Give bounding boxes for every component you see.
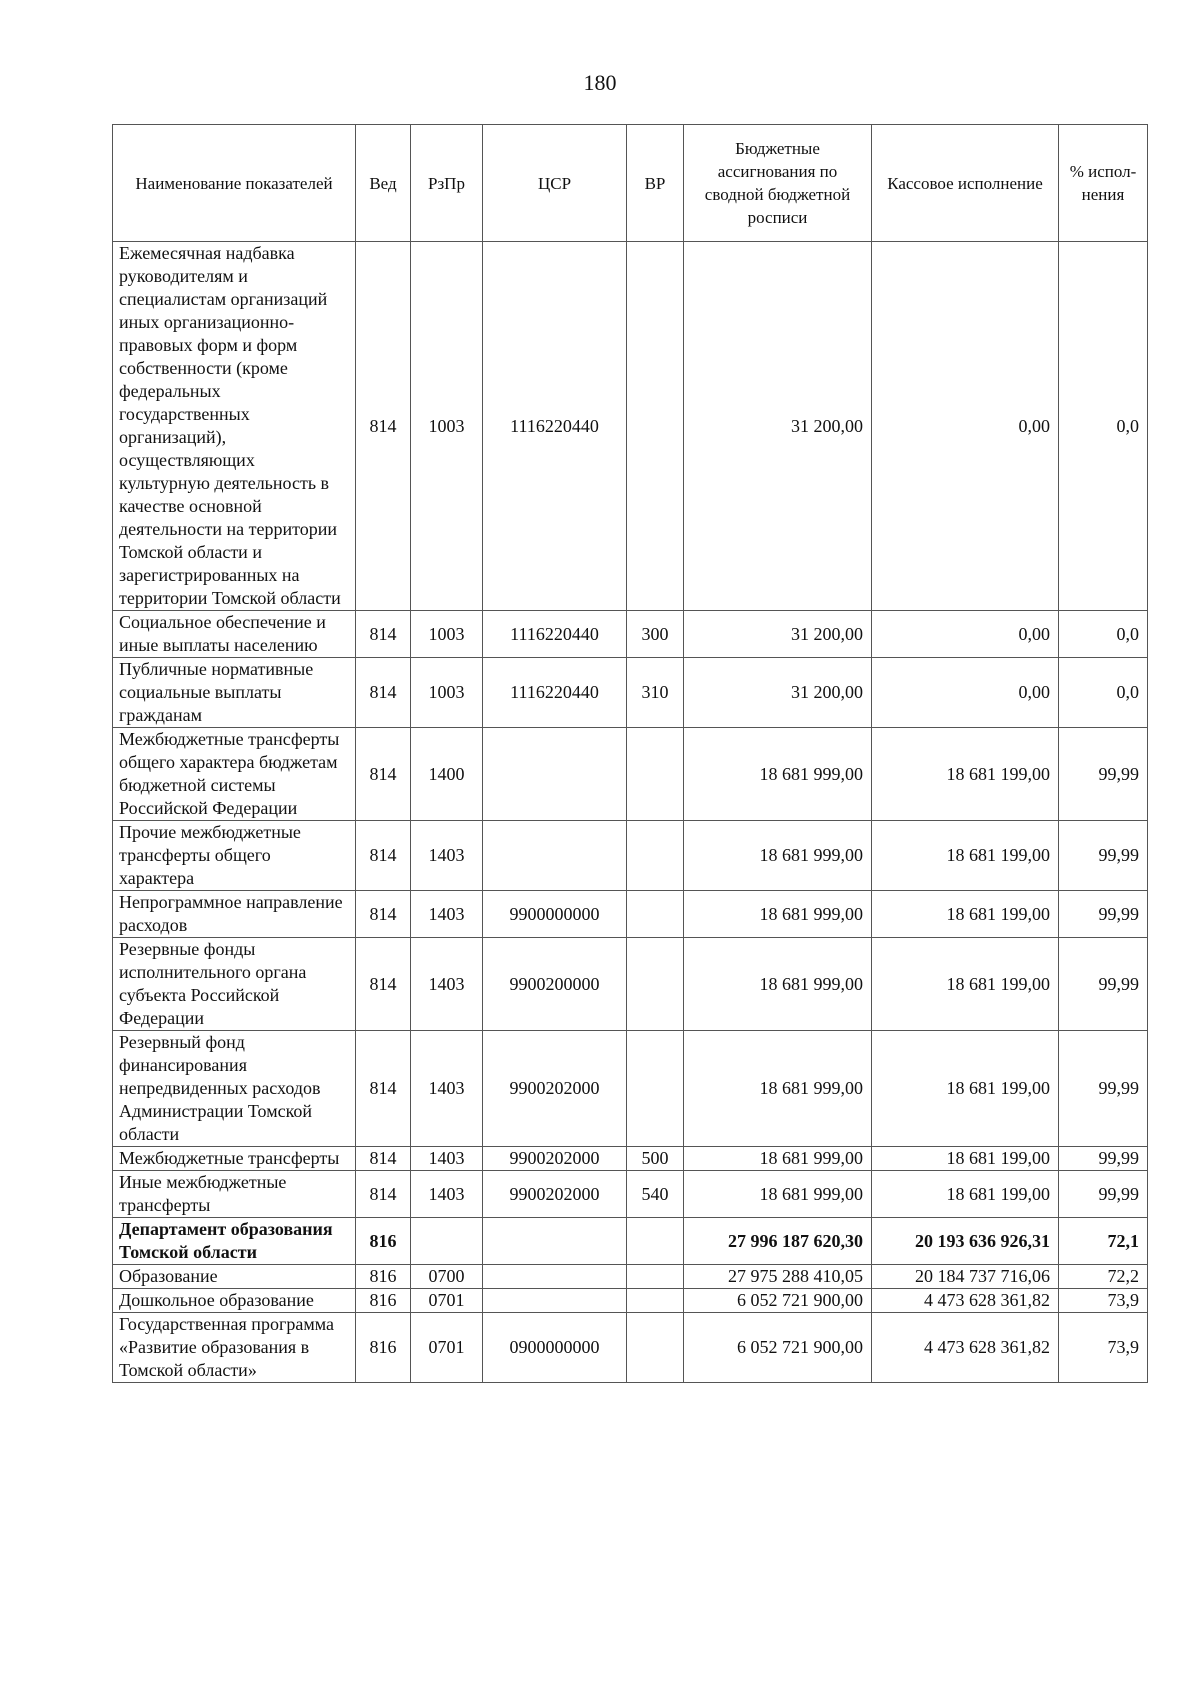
table-row — [113, 611, 1148, 658]
row-pct: 73,9 — [1059, 1313, 1148, 1383]
row-ved: 816 — [356, 1265, 411, 1289]
row-rzpr: 1403 — [411, 891, 483, 938]
row-ved: 814 — [356, 611, 411, 658]
table-row — [113, 1171, 1148, 1218]
row-pct: 72,1 — [1059, 1218, 1148, 1265]
header-cash: Кассовое исполнение — [872, 125, 1059, 242]
row-assign: 31 200,00 — [684, 242, 872, 611]
row-cash: 18 681 199,00 — [872, 1147, 1059, 1171]
row-cash: 18 681 199,00 — [872, 1171, 1059, 1218]
row-pct: 0,0 — [1059, 611, 1148, 658]
row-assign: 18 681 999,00 — [684, 1147, 872, 1171]
header-csr: ЦСР — [483, 125, 627, 242]
row-ved: 814 — [356, 242, 411, 611]
row-name: Образование — [113, 1265, 356, 1289]
row-csr — [483, 1289, 627, 1313]
row-assign: 18 681 999,00 — [684, 1171, 872, 1218]
header-pct: % испол-нения — [1059, 125, 1148, 242]
row-cash: 0,00 — [872, 658, 1059, 728]
row-csr: 1116220440 — [483, 658, 627, 728]
row-cash: 0,00 — [872, 611, 1059, 658]
table-row — [113, 1031, 1148, 1147]
row-vr: 300 — [627, 611, 684, 658]
row-assign: 18 681 999,00 — [684, 1031, 872, 1147]
row-ved: 814 — [356, 658, 411, 728]
row-rzpr — [411, 1218, 483, 1265]
row-rzpr: 1400 — [411, 728, 483, 821]
row-vr — [627, 938, 684, 1031]
row-name: Дошкольное образование — [113, 1289, 356, 1313]
row-vr: 310 — [627, 658, 684, 728]
row-ved: 816 — [356, 1218, 411, 1265]
row-name: Резервный фонд финансирования непредвиденных расходов Администрации Томской области — [113, 1031, 356, 1147]
page-number: 180 — [583, 70, 617, 95]
row-cash: 18 681 199,00 — [872, 1031, 1059, 1147]
row-ved: 814 — [356, 938, 411, 1031]
row-csr: 1116220440 — [483, 611, 627, 658]
row-vr — [627, 1265, 684, 1289]
table-row — [113, 821, 1148, 891]
table-row — [113, 1147, 1148, 1171]
row-rzpr: 1403 — [411, 938, 483, 1031]
row-name: Непрограммное направление расходов — [113, 891, 356, 938]
row-pct: 73,9 — [1059, 1289, 1148, 1313]
row-vr: 500 — [627, 1147, 684, 1171]
row-vr — [627, 1289, 684, 1313]
row-csr: 9900200000 — [483, 938, 627, 1031]
row-rzpr: 1403 — [411, 1147, 483, 1171]
row-csr — [483, 1265, 627, 1289]
row-rzpr: 0701 — [411, 1289, 483, 1313]
row-csr: 0900000000 — [483, 1313, 627, 1383]
row-csr — [483, 728, 627, 821]
row-name: Департамент образования Томской области — [113, 1218, 356, 1265]
budget-table — [112, 124, 1148, 1383]
row-rzpr: 1403 — [411, 821, 483, 891]
table-row — [113, 728, 1148, 821]
header-rzpr: РзПр — [411, 125, 483, 242]
row-ved: 814 — [356, 1171, 411, 1218]
row-cash: 4 473 628 361,82 — [872, 1289, 1059, 1313]
row-vr — [627, 891, 684, 938]
row-name: Ежемесячная надбавка руководителям и специалистам организаций иных организационно-правовых форм и форм собственности (кроме федеральных государственных организаций), осуществляющих культурную деятельность в качестве основной деятельности на территории Томской области и зарегистрированных на территории Томской области — [113, 242, 356, 611]
row-csr: 1116220440 — [483, 242, 627, 611]
row-pct: 99,99 — [1059, 938, 1148, 1031]
row-name: Межбюджетные трансферты — [113, 1147, 356, 1171]
row-ved: 814 — [356, 1031, 411, 1147]
row-assign: 18 681 999,00 — [684, 728, 872, 821]
row-ved: 814 — [356, 891, 411, 938]
row-csr: 9900202000 — [483, 1171, 627, 1218]
row-vr — [627, 728, 684, 821]
row-csr: 9900202000 — [483, 1031, 627, 1147]
row-rzpr: 0701 — [411, 1313, 483, 1383]
row-ved: 814 — [356, 821, 411, 891]
row-assign: 18 681 999,00 — [684, 891, 872, 938]
header-vr: ВР — [627, 125, 684, 242]
table-row — [113, 891, 1148, 938]
row-rzpr: 1003 — [411, 242, 483, 611]
row-vr — [627, 1313, 684, 1383]
header-assign: Бюджетные ассигнования по сводной бюджетной росписи — [684, 125, 872, 242]
row-rzpr: 1003 — [411, 658, 483, 728]
row-vr — [627, 242, 684, 611]
row-assign: 31 200,00 — [684, 611, 872, 658]
row-cash: 20 184 737 716,06 — [872, 1265, 1059, 1289]
row-csr — [483, 821, 627, 891]
row-name: Прочие межбюджетные трансферты общего характера — [113, 821, 356, 891]
table-row — [113, 242, 1148, 611]
row-rzpr: 1003 — [411, 611, 483, 658]
table-row — [113, 1289, 1148, 1313]
row-assign: 27 996 187 620,30 — [684, 1218, 872, 1265]
row-name: Резервные фонды исполнительного органа субъекта Российской Федерации — [113, 938, 356, 1031]
row-csr: 9900000000 — [483, 891, 627, 938]
row-pct: 99,99 — [1059, 1147, 1148, 1171]
row-pct: 99,99 — [1059, 1031, 1148, 1147]
row-cash: 18 681 199,00 — [872, 938, 1059, 1031]
row-pct: 0,0 — [1059, 242, 1148, 611]
row-ved: 816 — [356, 1289, 411, 1313]
row-pct: 72,2 — [1059, 1265, 1148, 1289]
row-ved: 814 — [356, 1147, 411, 1171]
row-cash: 20 193 636 926,31 — [872, 1218, 1059, 1265]
row-ved: 814 — [356, 728, 411, 821]
row-vr — [627, 1031, 684, 1147]
row-name: Иные межбюджетные трансферты — [113, 1171, 356, 1218]
row-name: Социальное обеспечение и иные выплаты населению — [113, 611, 356, 658]
header-name: Наименование показателей — [113, 125, 356, 242]
row-cash: 0,00 — [872, 242, 1059, 611]
table-row — [113, 938, 1148, 1031]
row-rzpr: 1403 — [411, 1171, 483, 1218]
row-pct: 99,99 — [1059, 821, 1148, 891]
row-csr — [483, 1218, 627, 1265]
row-assign: 6 052 721 900,00 — [684, 1313, 872, 1383]
row-assign: 27 975 288 410,05 — [684, 1265, 872, 1289]
row-vr: 540 — [627, 1171, 684, 1218]
row-name: Межбюджетные трансферты общего характера бюджетам бюджетной системы Российской Федерации — [113, 728, 356, 821]
row-name: Государственная программа «Развитие образования в Томской области» — [113, 1313, 356, 1383]
row-pct: 99,99 — [1059, 1171, 1148, 1218]
header-ved: Вед — [356, 125, 411, 242]
row-assign: 31 200,00 — [684, 658, 872, 728]
row-pct: 0,0 — [1059, 658, 1148, 728]
row-cash: 18 681 199,00 — [872, 821, 1059, 891]
row-rzpr: 0700 — [411, 1265, 483, 1289]
row-ved: 816 — [356, 1313, 411, 1383]
row-vr — [627, 821, 684, 891]
row-name: Публичные нормативные социальные выплаты гражданам — [113, 658, 356, 728]
table-row — [113, 1265, 1148, 1289]
row-pct: 99,99 — [1059, 728, 1148, 821]
row-cash: 18 681 199,00 — [872, 891, 1059, 938]
row-csr: 9900202000 — [483, 1147, 627, 1171]
row-vr — [627, 1218, 684, 1265]
row-rzpr: 1403 — [411, 1031, 483, 1147]
row-assign: 18 681 999,00 — [684, 821, 872, 891]
row-pct: 99,99 — [1059, 891, 1148, 938]
table-row — [113, 1313, 1148, 1383]
table-row — [113, 658, 1148, 728]
table-header-row — [113, 125, 1148, 242]
table-row-department — [113, 1218, 1148, 1265]
row-cash: 18 681 199,00 — [872, 728, 1059, 821]
row-cash: 4 473 628 361,82 — [872, 1313, 1059, 1383]
row-assign: 6 052 721 900,00 — [684, 1289, 872, 1313]
row-assign: 18 681 999,00 — [684, 938, 872, 1031]
